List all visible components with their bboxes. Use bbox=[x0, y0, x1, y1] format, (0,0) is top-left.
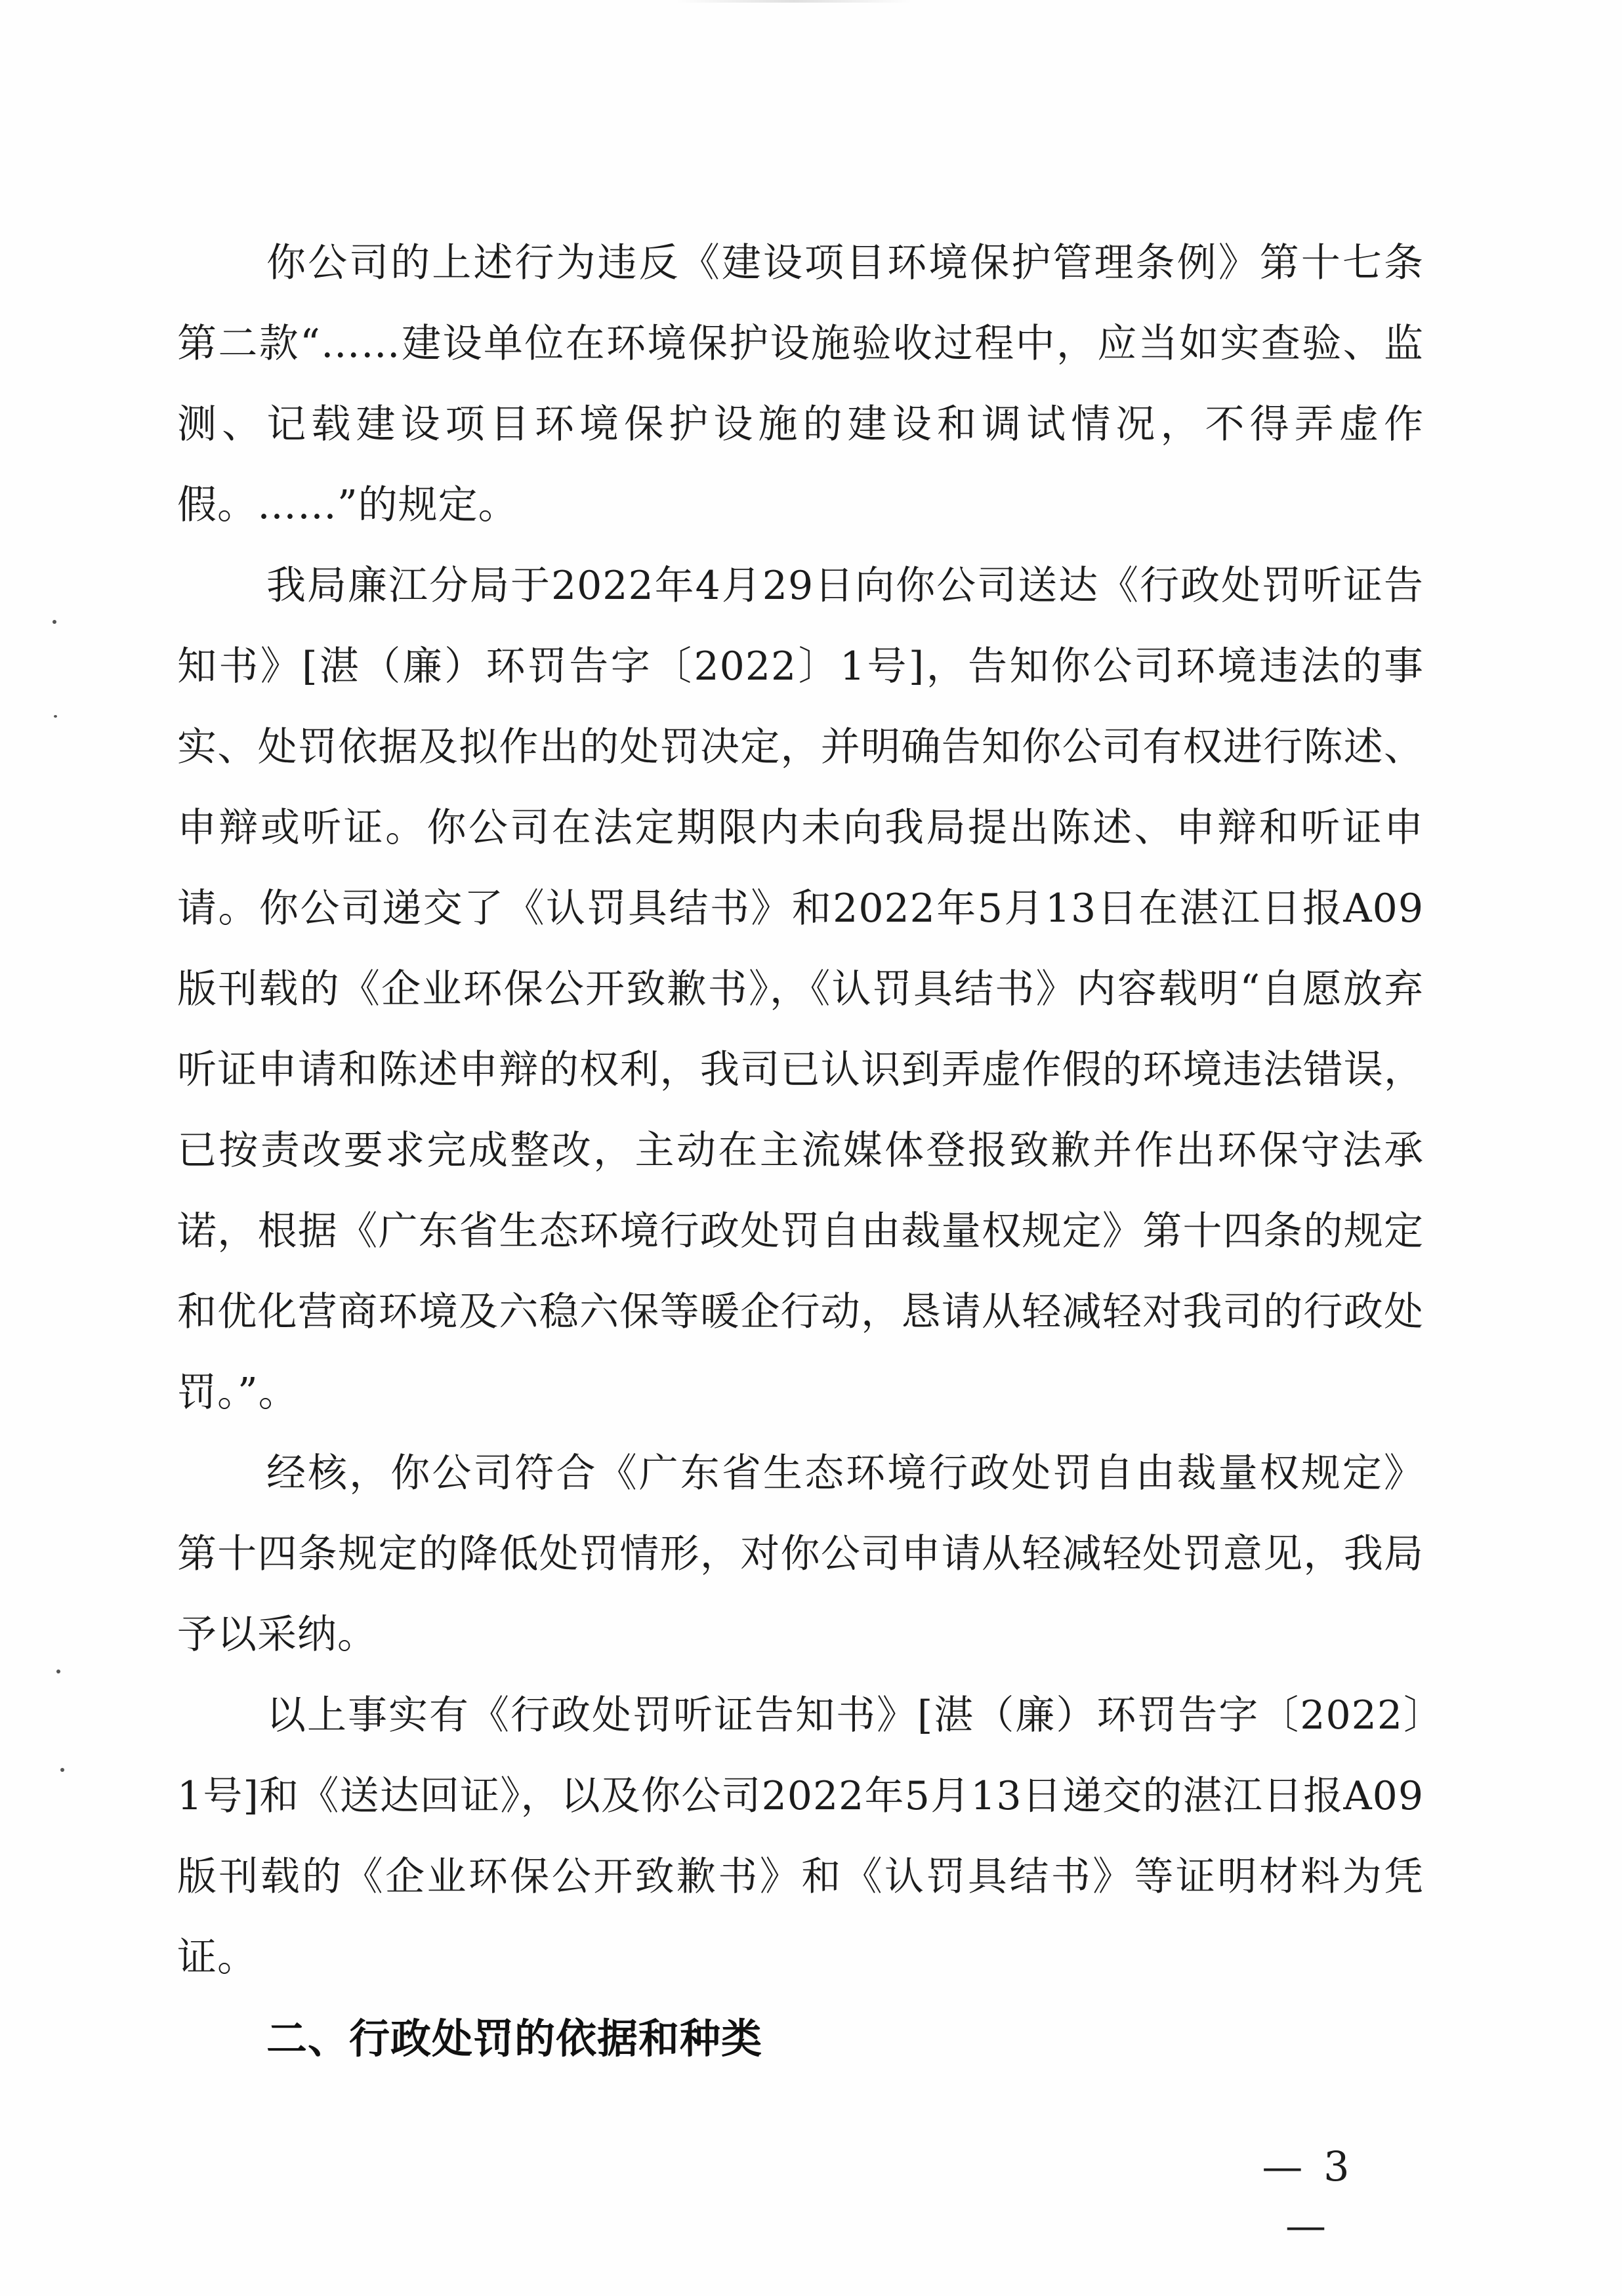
document-body bbox=[177, 223, 1424, 2079]
paragraph-evidence: 以上事实有《行政处罚听证告知书》[湛（廉）环罚告字〔2022〕1号]和《送达回证》，以及你公司2022年5月13日递交的湛江日报A09版刊载的《企业环保公开致歉书》和《认罚具结书》等证明材料为凭证。 bbox=[177, 1692, 1424, 1980]
paragraph-verification: 经核，你公司符合《广东省生态环境行政处罚自由裁量权规定》第十四条规定的降低处罚情形，对你公司申请从轻减轻处罚意见，我局予以采纳。 bbox=[177, 1450, 1424, 1658]
section-heading: 二、行政处罚的依据和种类 bbox=[266, 2015, 763, 2062]
scan-speck bbox=[56, 1670, 60, 1673]
scan-edge-mark bbox=[676, 0, 912, 3]
scan-speck bbox=[52, 620, 56, 624]
scan-speck bbox=[60, 1768, 64, 1772]
page-number: — 3 — bbox=[1262, 2142, 1354, 2249]
paragraph-hearing-notice: 我局廉江分局于2022年4月29日向你公司送达《行政处罚听证告知书》[湛（廉）环罚告字〔2022〕1号]，告知你公司环境违法的事实、处罚依据及拟作出的处罚决定，并明确告知你公司有权进行陈述、申辩或听证。你公司在法定期限内未向我局提出陈述、申辩和听证申请。你公司递交了《认罚具结书》和2022年5月13日在湛江日报A09版刊载的《企业环保公开致歉书》，《认罚具结书》内容载明“自愿放弃听证申请和陈述申辩的权利，我司已认识到弄虚作假的环境违法错误，已按责改要求完成整改，主动在主流媒体登报致歉并作出环保守法承诺，根据《广东省生态环境行政处罚自由裁量权规定》第十四条的规定和优化营商环境及六稳六保等暖企行动，恳请从轻减轻对我司的行政处罚。”。 bbox=[177, 563, 1424, 1416]
scan-speck bbox=[54, 715, 57, 718]
paragraph-violation: 你公司的上述行为违反《建设项目环境保护管理条例》第十七条第二款“……建设单位在环境保护设施验收过程中，应当如实查验、监测、记载建设项目环境保护设施的建设和调试情况，不得弄虚作假。……”的规定。 bbox=[177, 240, 1424, 528]
